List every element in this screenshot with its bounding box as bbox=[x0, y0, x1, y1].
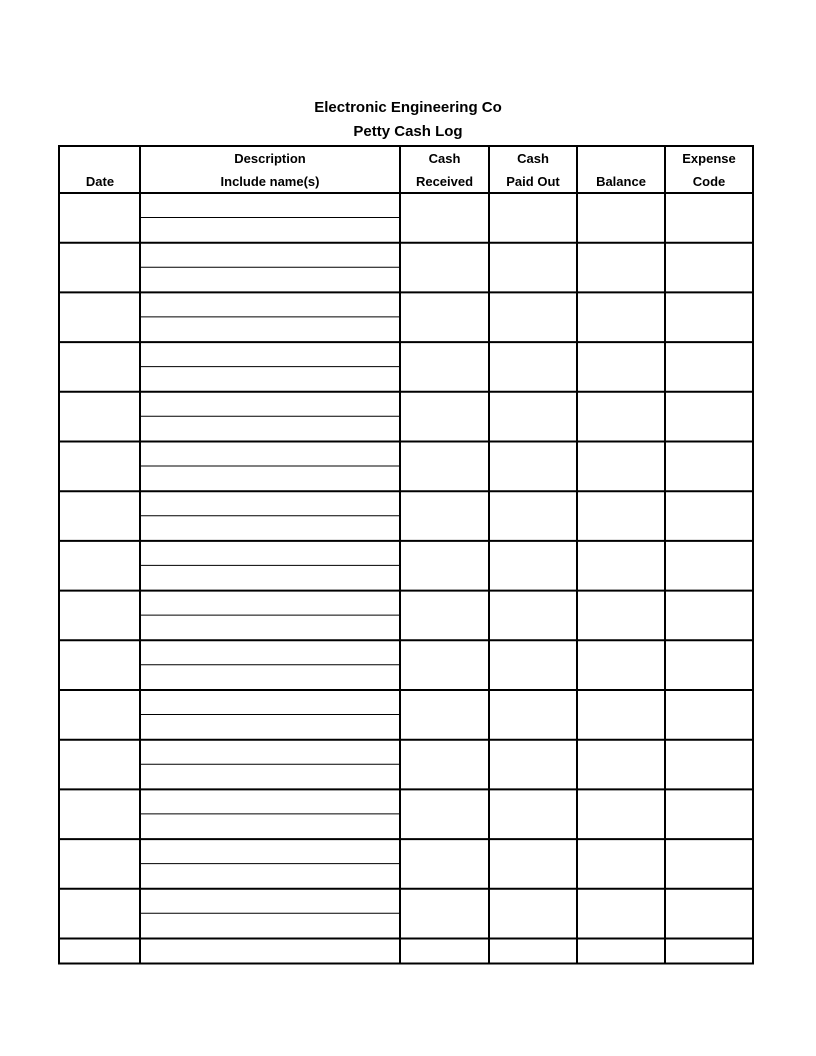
header-cash-received-line2: Received bbox=[415, 174, 474, 189]
header-cash-paid-out-line1: Cash bbox=[517, 151, 549, 166]
header-balance-label: Balance bbox=[596, 174, 646, 189]
header-expense-code-line2: Code bbox=[692, 174, 726, 189]
header-description-line2: Include name(s) bbox=[220, 174, 320, 189]
header-expense-code-line1: Expense bbox=[682, 151, 736, 166]
header-cash-received-line1: Cash bbox=[428, 151, 461, 166]
header-description-line1: Description bbox=[234, 151, 306, 166]
header-date-label: Date bbox=[85, 174, 115, 189]
header-cash-paid-out-line2: Paid Out bbox=[506, 174, 560, 189]
page-title: Petty Cash Log bbox=[353, 123, 463, 140]
company-name: Electronic Engineering Co bbox=[314, 99, 502, 116]
